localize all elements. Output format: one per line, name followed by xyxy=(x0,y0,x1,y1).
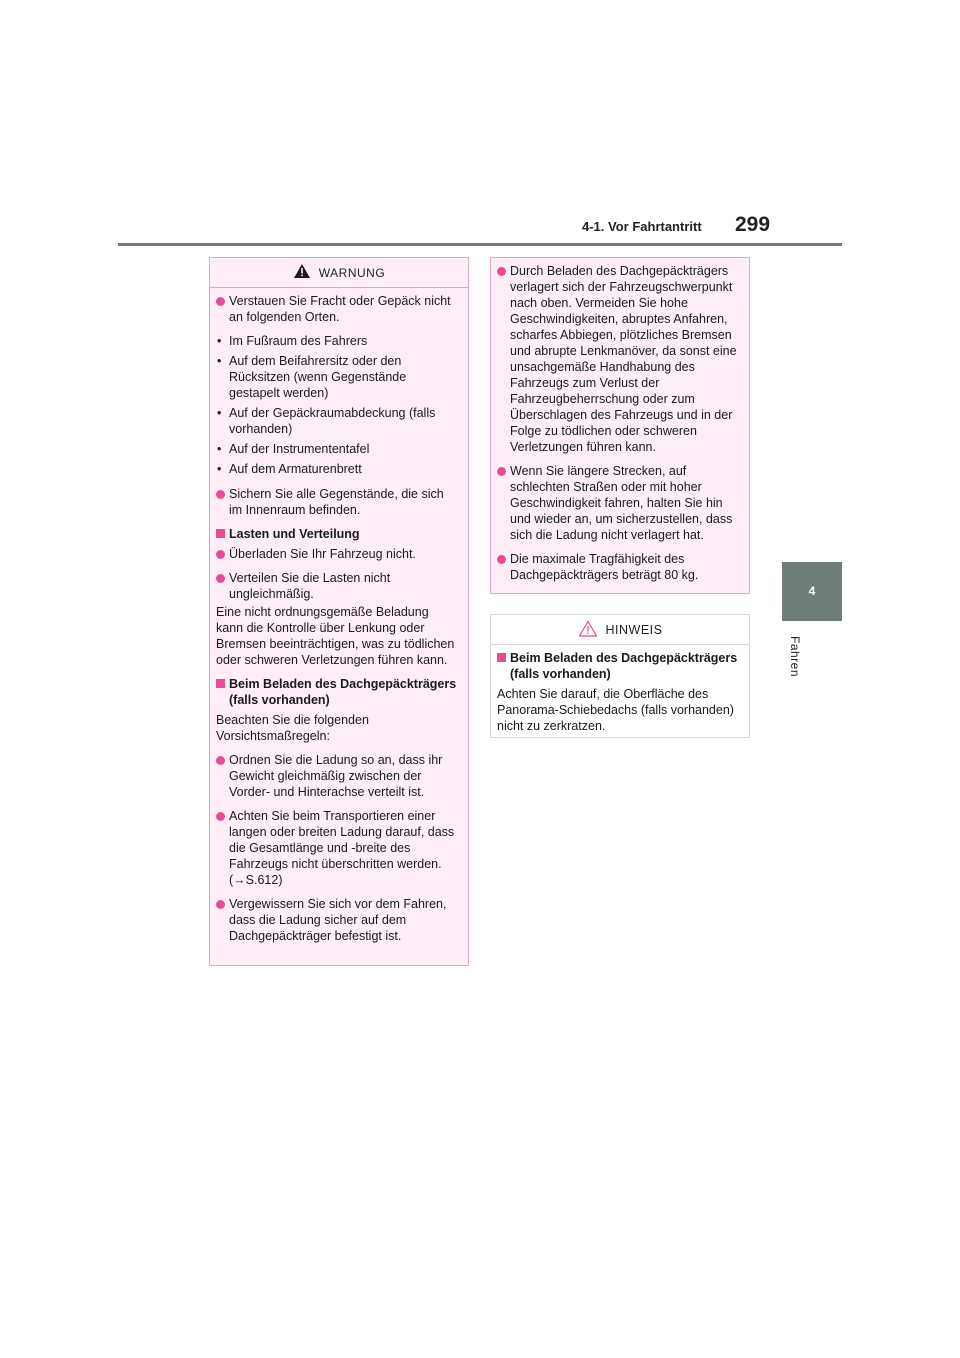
warning-body xyxy=(210,288,468,944)
warning-box xyxy=(209,257,469,966)
paragraph: Eine nicht ordnungsgemäße Beladung kann die Kontrolle über Lenkung oder Bremsen beeinträchtigen, was zu tödlichen oder schweren Verletzungen führen kann. xyxy=(216,605,455,667)
warning-triangle-icon xyxy=(293,263,311,282)
list-item: Sichern Sie alle Gegenstände, die sich im Innenraum befinden. xyxy=(216,486,458,518)
square-bullet-icon xyxy=(497,653,506,662)
list-item: • Auf der Instrumententafel xyxy=(217,442,370,456)
list-item: Die maximale Tragfähigkeit des Dachgepäckträgers beträgt 80 kg. xyxy=(497,551,739,583)
list-item: • Auf dem Beifahrersitz oder den Rücksitzen (wenn Gegenstände gestapelt werden) xyxy=(217,354,407,400)
paragraph: Beachten Sie die folgenden Vorsichtsmaßregeln: xyxy=(216,713,369,743)
square-bullet-icon xyxy=(216,679,225,688)
list-item: Durch Beladen des Dachgepäckträgers verlagert sich der Fahrzeugschwerpunkt nach oben. Vermeiden Sie hohe Geschwindigkeiten, abruptes Anfahren, scharfes Abbiegen, plötzliches Bremsen und abrupte Lenkmanöver, da sonst eine unsachgemäße Handhabung des Fahrzeugs zum Verlust der Fahrzeugbeherrschung oder zum Überschlagen des Fahrzeugs und in der Folge zu tödlichen oder schweren Verletzungen führen kann. xyxy=(497,263,739,455)
list-item: • Im Fußraum des Fahrers xyxy=(217,334,368,348)
subheading: Beim Beladen des Dachgepäckträgers (falls vorhanden) xyxy=(216,676,458,708)
bullet-icon xyxy=(216,756,225,765)
bullet-icon xyxy=(216,812,225,821)
bullet-icon xyxy=(216,900,225,909)
list-item: • Auf der Gepäckraumabdeckung (falls vorhanden) xyxy=(217,406,436,436)
square-bullet-icon xyxy=(216,529,225,538)
bullet-icon xyxy=(216,550,225,559)
list-item: Ordnen Sie die Ladung so an, dass ihr Gewicht gleichmäßig zwischen der Vorder- und Hinterachse verteilt ist. xyxy=(216,752,458,800)
warning-body-continued xyxy=(491,258,749,583)
chapter-label: Fahren xyxy=(788,636,802,678)
chapter-tab: 4 xyxy=(782,562,842,621)
bullet-icon xyxy=(216,574,225,583)
warning-box-continued xyxy=(490,257,750,594)
notice-body xyxy=(491,645,749,734)
warning-title: WARNUNG xyxy=(318,265,386,280)
list-item: Achten Sie beim Transportieren einer langen oder breiten Ladung darauf, dass die Gesamtlänge und -breite des Fahrzeugs nicht überschritten werden. (→S.612) xyxy=(216,808,458,888)
bullet-icon xyxy=(216,490,225,499)
subheading: Lasten und Verteilung xyxy=(216,526,458,542)
list-item: • Auf dem Armaturenbrett xyxy=(217,462,362,476)
bullet-icon xyxy=(497,555,506,564)
subheading: Beim Beladen des Dachgepäckträgers (falls vorhanden) xyxy=(497,650,739,682)
list-item: Verteilen Sie die Lasten nicht ungleichmäßig. xyxy=(216,570,458,602)
bullet-icon xyxy=(216,297,225,306)
list-item: Verstauen Sie Fracht oder Gepäck nicht an folgenden Orten. xyxy=(216,293,458,325)
notice-title: HINWEIS xyxy=(605,622,663,637)
notice-header xyxy=(491,615,749,645)
caution-triangle-icon xyxy=(578,620,598,640)
page-number: 299 xyxy=(735,213,771,236)
list-item: Wenn Sie längere Strecken, auf schlechten Straßen oder mit hoher Geschwindigkeit fahren, halten Sie hin und wieder an, um sicherzustellen, dass sich die Ladung nicht verlagert hat. xyxy=(497,463,739,543)
list-item: Vergewissern Sie sich vor dem Fahren, dass die Ladung sicher auf dem Dachgepäckträger befestigt ist. xyxy=(216,896,458,944)
list-item: Überladen Sie Ihr Fahrzeug nicht. xyxy=(216,546,458,562)
header-divider xyxy=(118,243,842,246)
bullet-icon xyxy=(497,467,506,476)
section-title: 4-1. Vor Fahrtantritt xyxy=(582,219,702,234)
paragraph: Achten Sie darauf, die Oberfläche des Panorama-Schiebedachs (falls vorhanden) nicht zu zerkratzen. xyxy=(497,687,734,733)
bullet-icon xyxy=(497,267,506,276)
warning-header xyxy=(210,258,468,288)
notice-box xyxy=(490,614,750,738)
